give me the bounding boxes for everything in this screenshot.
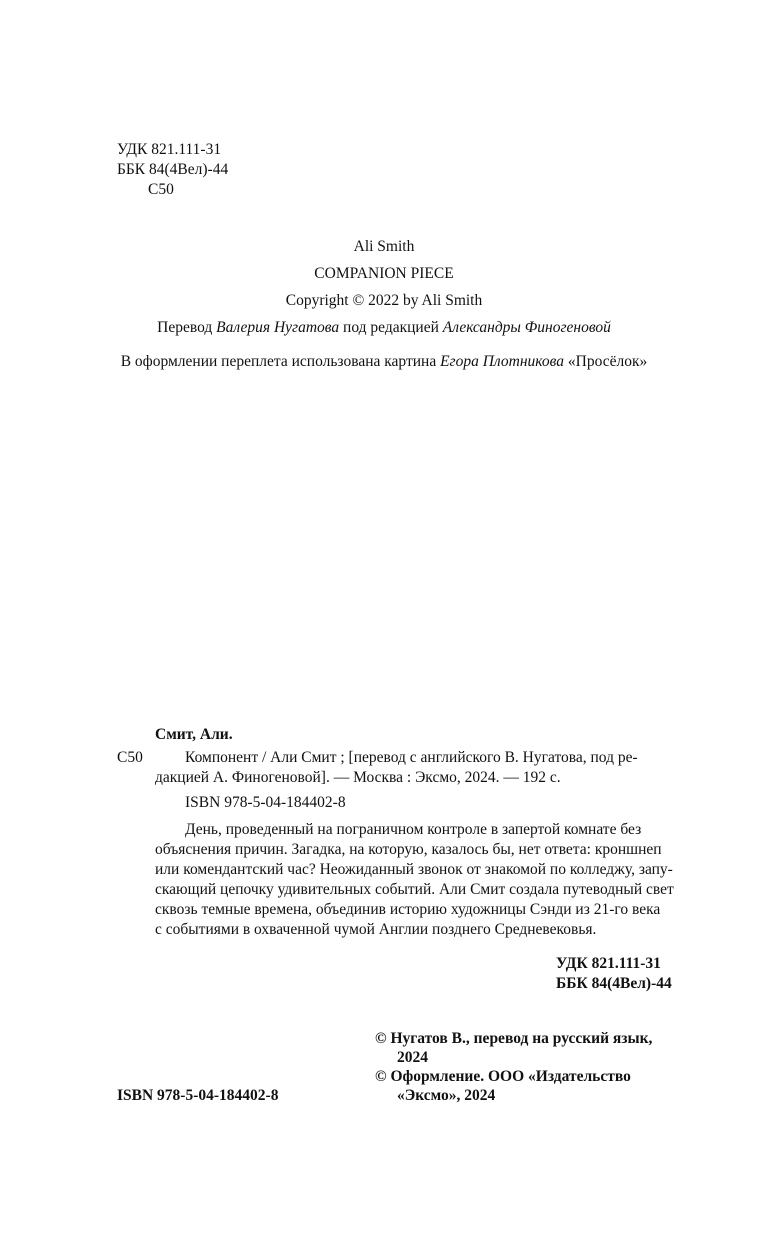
udk-code: УДК 821.111-31	[117, 141, 222, 158]
bib-line-2: дакцией А. Финогеновой]. — Москва : Эксмо, 2024. — 192 с.	[155, 769, 561, 786]
copyright-translation: © Нугатов В., перевод на русский язык,	[375, 1030, 653, 1047]
author-sign: С50	[148, 181, 174, 198]
bbk-code: ББК 84(4Вел)-44	[117, 161, 229, 178]
bib-line-1: Компонент / Али Смит ; [перевод с английского В. Нугатова, под ре-	[185, 749, 638, 766]
annotation-line: объяснения причин. Загадка, на которую, казалось бы, нет ответа: кроншнеп	[155, 841, 662, 858]
cover-artist: Егора Плотникова	[440, 353, 565, 370]
annotation-line: с событиями в охваченной чумой Англии позднего Средневековья.	[155, 921, 597, 938]
copyright-line: Copyright © 2022 by Ali Smith	[285, 292, 483, 309]
bib-isbn: ISBN 978-5-04-184402-8	[185, 794, 346, 811]
original-title: COMPANION PIECE	[314, 265, 454, 282]
copyright-translation-year: 2024	[397, 1049, 428, 1066]
bib-sign: С50	[117, 749, 143, 766]
copyright-design: © Оформление. ООО «Издательство	[375, 1068, 631, 1085]
annotation-line: сквозь темные времена, объединив историю художницы Сэнди из 21-го века	[155, 901, 661, 918]
original-author: Ali Smith	[353, 238, 415, 255]
editor-name: Александры Финогеновой	[442, 319, 611, 336]
copyright-design-year: «Эксмо», 2024	[397, 1087, 496, 1104]
bib-heading: Смит, Али.	[155, 726, 233, 743]
udk-code-bottom: УДК 821.111-31	[556, 955, 661, 972]
cover-credit: В оформлении переплета использована картина Егора Плотникова «Просёлок»	[120, 353, 648, 370]
annotation-line: или комендантский час? Неожиданный звонок от знакомой по колледжу, запу-	[155, 861, 673, 878]
annotation-line: скающий цепочку удивительных событий. Али Смит создала путеводный свет	[155, 881, 674, 898]
translation-credit: Перевод Валерия Нугатова под редакцией Александры Финогеновой	[157, 319, 611, 336]
isbn-bottom: ISBN 978-5-04-184402-8	[117, 1087, 279, 1104]
bbk-code-bottom: ББК 84(4Вел)-44	[556, 975, 672, 992]
translator-name: Валерия Нугатова	[216, 319, 340, 336]
annotation-line: День, проведенный на пограничном контроле в запертой комнате без	[185, 821, 642, 838]
